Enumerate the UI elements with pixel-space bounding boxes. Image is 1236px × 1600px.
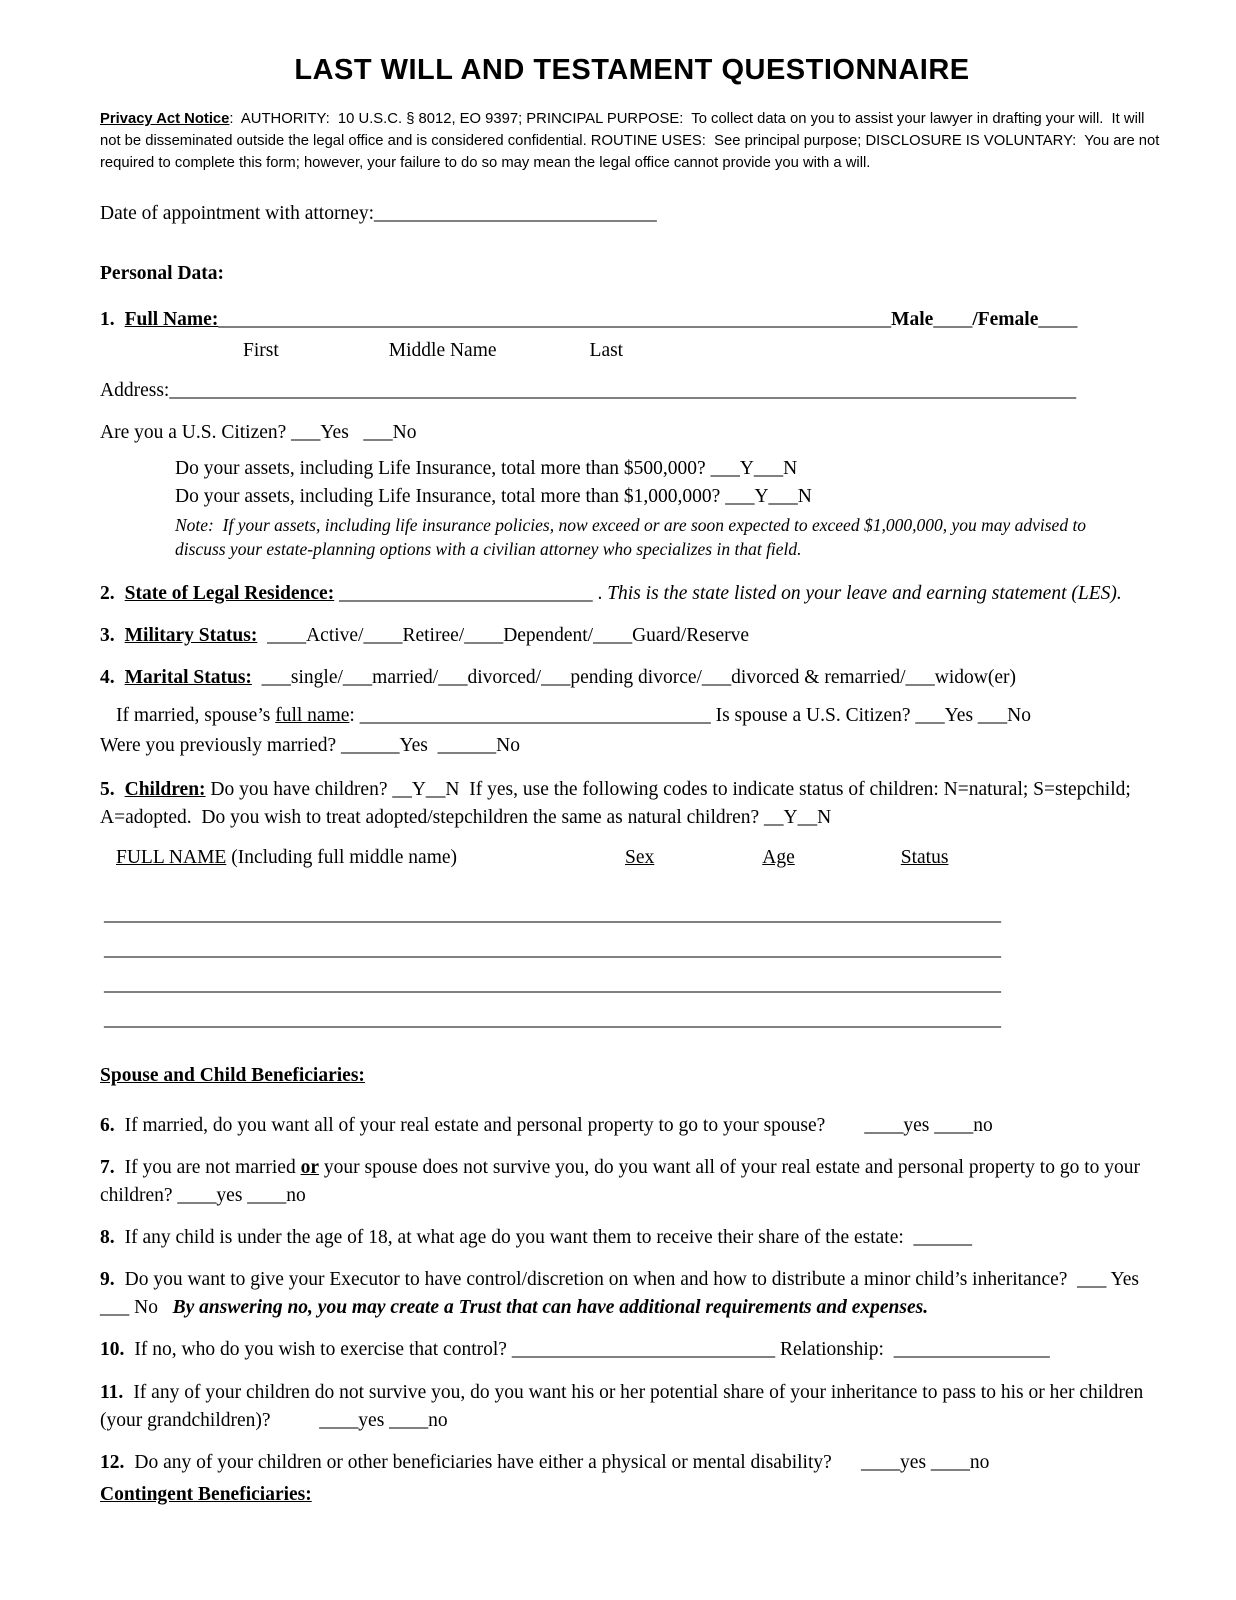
q4-label: Marital Status:: [124, 667, 252, 689]
privacy-text: : AUTHORITY: 10 U.S.C. § 8012, EO 9397; PRINCIPAL PURPOSE: To collect data on you to assist your lawyer in drafting your will. It will not be disseminated outside the legal office and is considered confidential. ROUTINE USES: See principal purpose; DISCLOSURE IS VOLUNTARY: You are not required to complete this form; however, your failure to do so may mean the legal office cannot provide you with a will.: [100, 110, 1164, 172]
privacy-act-notice: [100, 108, 1164, 175]
q10-control-person-question: [100, 1336, 1164, 1364]
sublabel-middle-name: Middle Name: [388, 339, 497, 361]
children-blank-row: ____________________________________________________________________________________________: [104, 1008, 1001, 1030]
spouse-rest: : ____________________________________ Is spouse a U.S. Citizen? ___Yes ___No: [349, 705, 1032, 727]
assets-block: [175, 455, 1164, 562]
name-sublabels: [100, 337, 1164, 365]
male-label: Male: [891, 309, 934, 331]
q1-number: 1.: [100, 309, 115, 331]
address-label: Address:: [100, 379, 170, 401]
q11-grandchildren-question: [100, 1379, 1164, 1435]
spouse-child-beneficiaries-heading: Spouse and Child Beneficiaries:: [100, 1064, 365, 1086]
q2-label: State of Legal Residence:: [124, 582, 335, 604]
q6-number: 6.: [100, 1114, 115, 1136]
contingent-beneficiaries-heading: Contingent Beneficiaries:: [100, 1483, 312, 1505]
female-label: /Female: [972, 309, 1039, 331]
q2-blank: __________________________ .: [334, 582, 608, 604]
q9-text: Do you want to give your Executor to have control/discretion on when and how to distribute a minor child’s inheritance? ___ Yes ___ No: [100, 1269, 1149, 1319]
spouse-prefix: If married, spouse’s: [116, 705, 276, 727]
personal-data-heading: Personal Data:: [100, 263, 225, 285]
appointment-label: Date of appointment with attorney:: [100, 203, 375, 225]
q7-number: 7.: [100, 1157, 115, 1179]
military-status-question: [100, 622, 1164, 650]
q9-number: 9.: [100, 1269, 115, 1291]
q8-minor-age-question: [100, 1224, 1164, 1252]
children-blank-row: ____________________________________________________________________________________________: [104, 973, 1001, 995]
marital-status-question: [100, 664, 1164, 692]
female-blank: ____: [1038, 309, 1078, 331]
assets-note: Note: If your assets, including life insurance policies, now exceed or are soon expected to exceed $1,000,000, you may advised to discuss your estate-planning options with a civilian attorney who specializes in that field.: [175, 514, 1091, 560]
q9-trust-note: By answering no, you may create a Trust that can have additional requirements and expenses.: [172, 1297, 929, 1319]
q12-disability-question: [100, 1449, 1164, 1477]
sublabel-first: First: [243, 339, 279, 361]
column-status: Status: [900, 847, 949, 869]
q3-label: Military Status:: [124, 625, 258, 647]
column-age: Age: [762, 847, 795, 869]
appointment-line: [100, 200, 1164, 228]
q5-number: 5.: [100, 779, 115, 801]
children-blank-row: ____________________________________________________________________________________________: [104, 903, 1001, 925]
previously-married-question: Were you previously married? ______Yes ______No: [100, 735, 520, 757]
privacy-label: Privacy Act Notice: [100, 110, 230, 127]
q6-text: If married, do you want all of your real estate and personal property to go to your spouse? ____yes ____no: [124, 1114, 993, 1136]
q9-executor-control-question: [100, 1266, 1164, 1322]
assets-question-1m: Do your assets, including Life Insurance, total more than $1,000,000? ___Y___N: [175, 485, 812, 507]
assets-question-500k: Do your assets, including Life Insurance, total more than $500,000? ___Y___N: [175, 457, 798, 479]
q4-number: 4.: [100, 667, 115, 689]
full-name-question: [100, 306, 1164, 334]
q11-number: 11.: [100, 1381, 124, 1403]
children-question: [100, 776, 1164, 832]
column-sex: Sex: [625, 847, 655, 869]
full-name-blank: _____________________________________________________________________: [218, 309, 892, 331]
spouse-name-question: [116, 702, 1164, 730]
q3-options: ____Active/____Retiree/____Dependent/____Guard/Reserve: [257, 625, 750, 647]
children-blank-row: ____________________________________________________________________________________________: [104, 938, 1001, 960]
q10-number: 10.: [100, 1339, 125, 1361]
q2-number: 2.: [100, 582, 115, 604]
column-full-name: FULL NAME: [116, 847, 227, 869]
male-blank: ____: [933, 309, 973, 331]
q11-text: If any of your children do not survive you, do you want his or her potential share of your inheritance to pass to his or her children (your grandchildren)? ____yes ____no: [100, 1381, 1149, 1431]
appointment-blank: _____________________________: [374, 203, 657, 225]
column-full-name-note: (Including full middle name): [226, 847, 458, 869]
q5-text: Do you have children? __Y__N If yes, use the following codes to indicate status of children: N=natural; S=stepchild; A=adopted. Do you wish to treat adopted/stepchildren the same as natural children? __Y__N: [100, 779, 1135, 829]
us-citizen-question: Are you a U.S. Citizen? ___Yes ___No: [100, 421, 417, 443]
q2-note: This is the state listed on your leave and earning statement (LES).: [607, 582, 1122, 604]
q7-or-emphasis: or: [300, 1157, 319, 1179]
spouse-fullname-label: full name: [275, 705, 350, 727]
address-blank: _____________________________________________________________________________________________: [169, 379, 1077, 401]
q7-text-post: your spouse does not survive you, do you want all of your real estate and personal property to go to your children? ____yes ____no: [100, 1157, 1145, 1207]
q12-number: 12.: [100, 1451, 125, 1473]
q12-text: Do any of your children or other beneficiaries have either a physical or mental disability? ____yes ____no: [134, 1451, 990, 1473]
address-line: [100, 377, 1164, 405]
page-title: LAST WILL AND TESTAMENT QUESTIONNAIRE: [294, 54, 970, 86]
legal-residence-question: [100, 580, 1164, 608]
q5-label: Children:: [124, 779, 206, 801]
q10-text: If no, who do you wish to exercise that control? ___________________________ Relationship: ________________: [134, 1339, 1050, 1361]
q6-spouse-property-question: [100, 1112, 1164, 1140]
q7-text-pre: If you are not married: [124, 1157, 301, 1179]
sublabel-last: Last: [589, 339, 624, 361]
q7-children-property-question: [100, 1154, 1164, 1210]
children-table-header: [116, 844, 1164, 872]
q4-options: ___single/___married/___divorced/___pending divorce/___divorced & remarried/___widow(er): [251, 667, 1016, 689]
q8-text: If any child is under the age of 18, at what age do you want them to receive their share of the estate: ______: [124, 1227, 973, 1249]
q1-label: Full Name:: [124, 309, 219, 331]
q8-number: 8.: [100, 1227, 115, 1249]
q3-number: 3.: [100, 625, 115, 647]
